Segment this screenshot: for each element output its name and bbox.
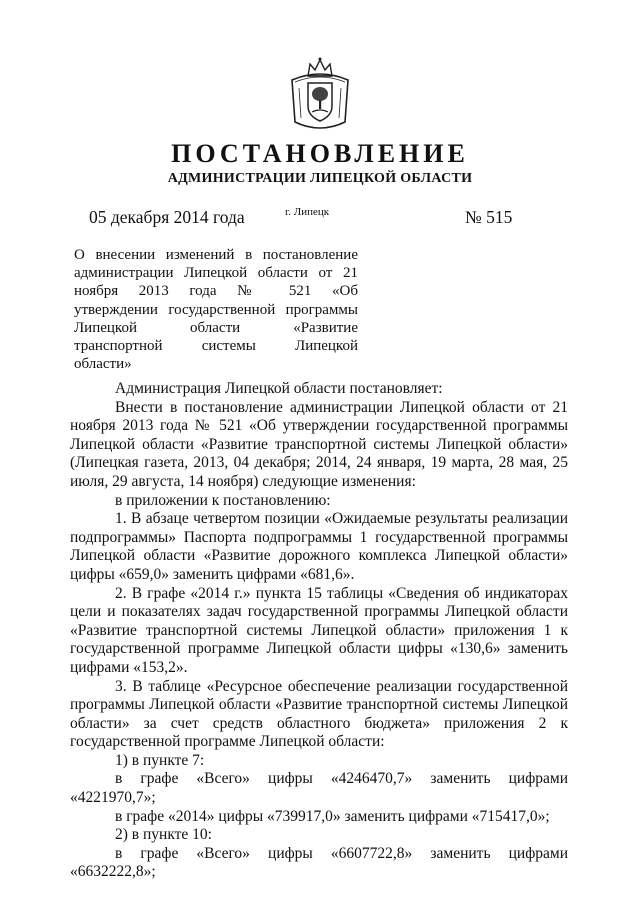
body-paragraph: 2. В графе «2014 г.» пункта 15 таблицы «Сведения об индикаторах цели и показателях задач государственной программы Липецкой области «Развитие транспортной системы Липецкой области» приложения 1 к государственной программе Липецкой области цифры «130,6» заменить цифрами «153,2».	[70, 584, 568, 676]
subject-line: транспортной системы Липецкой	[74, 337, 358, 354]
body-paragraph: 3. В таблице «Ресурсное обеспечение реализации государственной программы Липецкой области «Развитие транспортной системы Липецкой области» за счет средств областного бюджета» приложения 2 к государственной программе Липецкой области:	[70, 677, 568, 751]
document-subtitle: АДМИНИСТРАЦИИ ЛИПЕЦКОЙ ОБЛАСТИ	[167, 171, 473, 186]
document-number: № 515	[465, 207, 513, 227]
subject-line: Липецкой области «Развитие	[74, 319, 358, 336]
subject-line: О внесении изменений в постановление	[74, 247, 358, 263]
body-paragraph: в графе «Всего» цифры «4246470,7» заменить цифрами	[115, 770, 568, 788]
subject-line: ноября 2013 года № 521 «Об	[74, 283, 358, 300]
body-paragraph: 2) в пункте 10:	[115, 826, 212, 844]
document-city: г. Липецк	[285, 206, 330, 218]
body-paragraph: в графе «Всего» цифры «6607722,8» заменить цифрами	[115, 844, 568, 862]
subject-line: области»	[74, 356, 132, 373]
body-paragraph: в приложении к постановлению:	[115, 491, 331, 509]
body-paragraph: «4221970,7»;	[70, 789, 156, 807]
body-paragraph: в графе «2014» цифры «739917,0» заменить цифрами «715417,0»;	[115, 807, 550, 825]
body-paragraph: 1. В абзаце четвертом позиции «Ожидаемые результаты реализации подпрограммы» Паспорта подпрограммы 1 государственной программы Липецкой области «Развитие дорожного комплекса Липецкой области» цифры «659,0» заменить цифрами «681,6».	[70, 510, 568, 583]
subject-line: администрации Липецкой области от 21	[74, 265, 358, 282]
body-paragraph: «6632222,8»;	[70, 863, 156, 881]
coat-of-arms-icon	[289, 56, 351, 132]
subject-line: утверждении государственной программы	[74, 301, 358, 318]
document-body	[70, 380, 568, 882]
document-title: ПОСТАНОВЛЕНИЕ	[171, 139, 469, 168]
document-date: 05 декабря 2014 года	[89, 207, 245, 227]
body-paragraph: 1) в пункте 7:	[115, 751, 205, 769]
intro-paragraph: Администрация Липецкой области постановляет:	[115, 380, 443, 397]
body-paragraph: Внести в постановление администрации Липецкой области от 21 ноября 2013 года № 521 «Об утверждении государственной программы Липецкой области «Развитие транспортной системы Липецкой области» (Липецкая газета, 2013, 04 декабря; 2014, 24 января, 19 марта, 28 мая, 25 июля, 29 августа, 14 ноября) следующие изменения:	[70, 398, 568, 490]
document-subject	[74, 246, 358, 373]
